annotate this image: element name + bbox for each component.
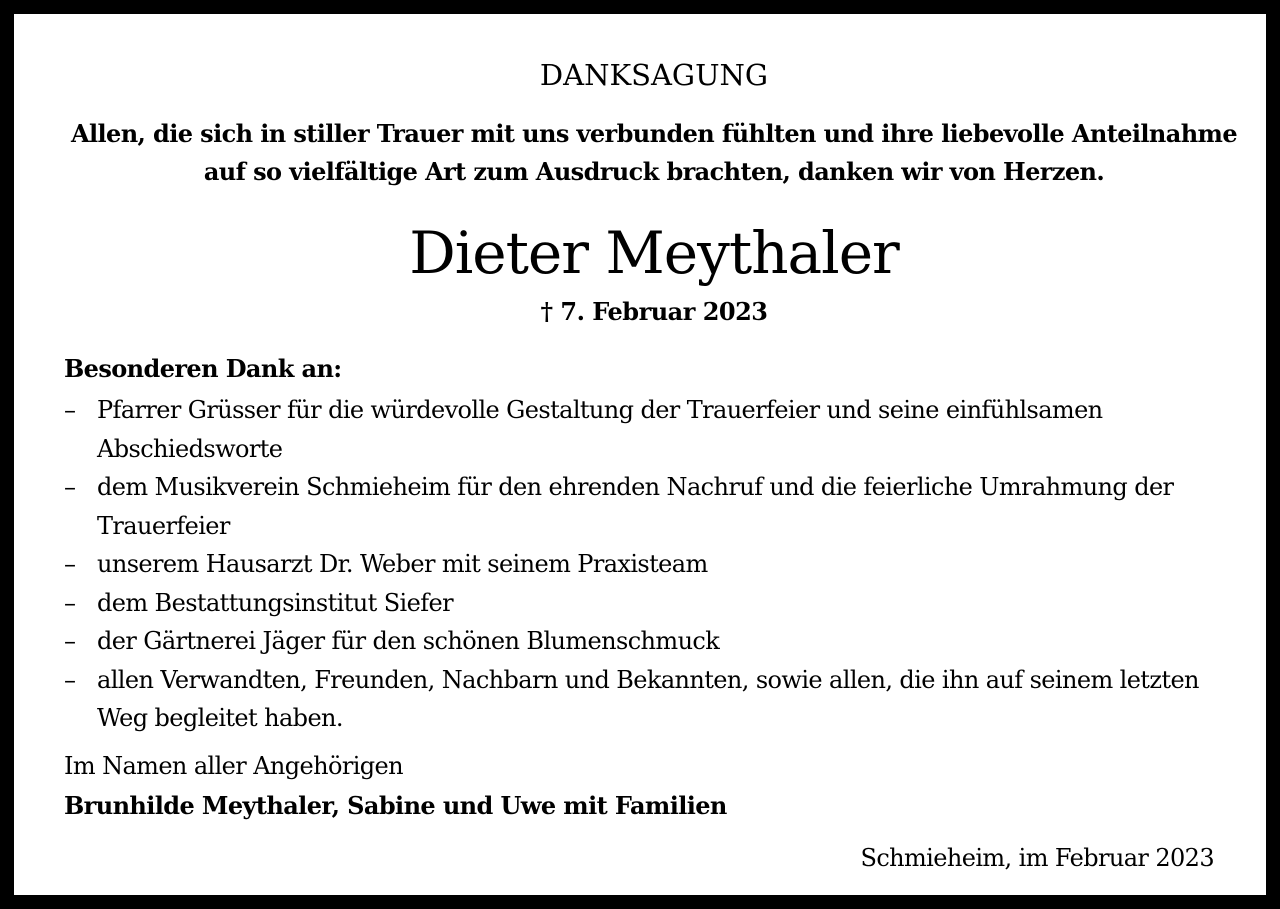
dash-bullet: – (64, 550, 76, 578)
thanks-item-text: dem Musikverein Schmieheim für den ehrenden Nachruf und die feierliche Umrahmung der Trauerfeier (97, 473, 1174, 540)
thanks-item (64, 468, 1244, 545)
dash-bullet: – (64, 627, 76, 655)
thanks-heading: Besonderen Dank an: (64, 354, 342, 383)
thanks-list (64, 391, 1244, 738)
thanks-item-text: allen Verwandten, Freunden, Nachbarn und Bekannten, sowie allen, die ihn auf seinem letzten Weg begleitet haben. (97, 665, 1199, 732)
family-names: Brunhilde Meythaler, Sabine und Uwe mit Familien (64, 791, 727, 820)
death-date: † 7. Februar 2023 (540, 297, 768, 326)
thanks-item-text: der Gärtnerei Jäger für den schönen Blumenschmuck (97, 627, 720, 655)
intro-line-1: Allen, die sich in stiller Trauer mit uns verbunden fühlten und ihre liebevolle Anteilnahme (70, 119, 1238, 148)
family-intro: Im Namen aller Angehörigen (64, 752, 404, 780)
thanks-item (64, 584, 1244, 623)
thanks-item-text: unserem Hausarzt Dr. Weber mit seinem Praxisteam (97, 550, 708, 578)
dash-bullet: – (64, 588, 76, 617)
dash-bullet: – (64, 665, 76, 694)
intro-text (54, 115, 1254, 191)
thanks-item (64, 391, 1244, 468)
thanks-item (64, 545, 1244, 584)
thanks-item-text: dem Bestattungsinstitut Siefer (97, 588, 453, 617)
dash-bullet: – (64, 473, 76, 501)
intro-line-2: auf so vielfältige Art zum Ausdruck brachten, danken wir von Herzen. (203, 157, 1105, 186)
notice-heading: DANKSAGUNG (539, 58, 769, 92)
thanks-item (64, 622, 1244, 661)
thanks-item-text: Pfarrer Grüsser für die würdevolle Gestaltung der Trauerfeier und seine einfühlsamen Abschiedsworte (97, 396, 1103, 463)
thanks-item (64, 661, 1244, 738)
deceased-name: Dieter Meythaler (409, 219, 899, 287)
dash-bullet: – (64, 396, 76, 424)
place-date: Schmieheim, im Februar 2023 (860, 844, 1214, 872)
